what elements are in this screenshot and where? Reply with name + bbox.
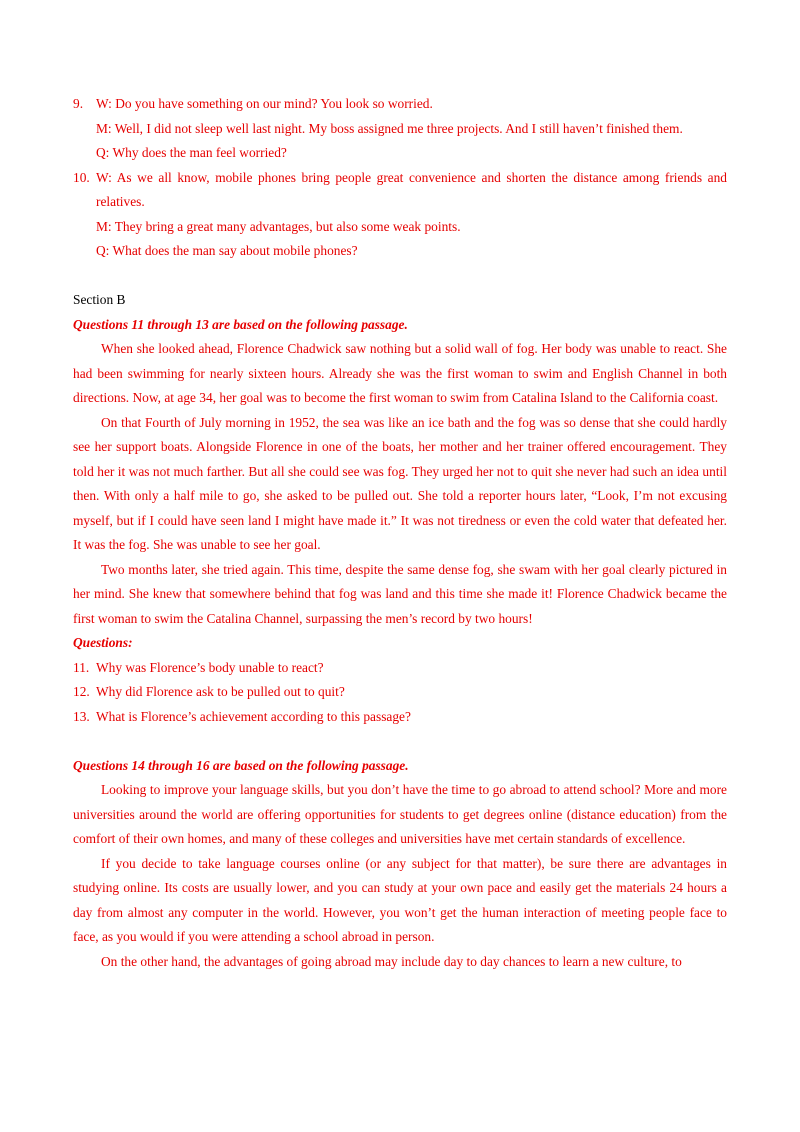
question-list <box>73 656 727 730</box>
dialogue-line: M: They bring a great many advantages, but also some weak points. <box>96 218 461 234</box>
passage-1-heading: Questions 11 through 13 are based on the following passage. <box>73 316 408 332</box>
passage-2-paragraph: Looking to improve your language skills, but you don’t have the time to go abroad to attend school? More and more universities around the world are offering opportunities for students to get degrees online (distance education) from the comfort of their own homes, and many of these colleges and universities have met certain standards of excellence. <box>73 782 727 846</box>
dialogue-question: Q: Why does the man feel worried? <box>96 145 287 160</box>
question-text: What is Florence’s achievement according to this passage? <box>96 708 411 724</box>
dialogue-9 <box>73 92 727 166</box>
dialogue-question: Q: What does the man say about mobile phones? <box>96 243 358 258</box>
question-item <box>73 656 727 681</box>
dialogue-number: 10. <box>73 169 90 185</box>
dialogue-number: 9. <box>73 96 84 111</box>
dialogue-line: W: As we all know, mobile phones bring people great convenience and shorten the distance among friends and relatives. <box>96 169 727 209</box>
section-b-title: Section B <box>73 292 126 307</box>
question-text: Why was Florence’s body unable to react? <box>96 659 324 675</box>
dialogue-line: M: Well, I did not sleep well last night. My boss assigned me three projects. And I still haven’t finished them. <box>96 120 683 136</box>
question-text: Why did Florence ask to be pulled out to quit? <box>96 684 345 699</box>
question-item <box>73 705 727 730</box>
spacer <box>73 729 727 754</box>
dialogue-10 <box>73 166 727 264</box>
question-number: 13. <box>73 708 90 724</box>
dialogue-line: W: Do you have something on our mind? You look so worried. <box>96 96 433 111</box>
question-item <box>73 680 727 705</box>
passage-2-paragraph: If you decide to take language courses online (or any subject for that matter), be sure there are advantages in studying online. Its costs are usually lower, and you can study at your own pace and easily get the materials 24 hours a day from almost any computer in the world. However, you won’t get the human interaction of meeting people face to face, as you would if you were attending a school abroad in person. <box>73 855 727 944</box>
passage-1-paragraph: Two months later, she tried again. This time, despite the same dense fog, she swam with her goal clearly pictured in her mind. She knew that somewhere behind that fog was land and this time she made it! Florence Chadwick became the first woman to swim the Catalina Channel, surpassing the men’s record by two hours! <box>73 561 727 626</box>
passage-1-paragraph: When she looked ahead, Florence Chadwick saw nothing but a solid wall of fog. Her body was unable to react. She had been swimming for nearly sixteen hours. Already she was the first woman to swim and English Channel in both directions. Now, at age 34, her goal was to become the first woman to swim from Catalina Island to the California coast. <box>73 341 727 405</box>
questions-label: Questions: <box>73 635 133 650</box>
passage-2-heading: Questions 14 through 16 are based on the following passage. <box>73 757 409 773</box>
question-number: 12. <box>73 684 90 699</box>
passage-2-paragraph: On the other hand, the advantages of going abroad may include day to day chances to learn a new culture, to <box>101 953 682 969</box>
document-page <box>73 92 727 974</box>
question-number: 11. <box>73 659 90 675</box>
passage-1-paragraph: On that Fourth of July morning in 1952, the sea was like an ice bath and the fog was so dense that she could hardly see her support boats. Alongside Florence in one of the boats, her mother and her trainer offered encouragement. They told her it was not much farther. But all she could see was fog. They urged her not to quit she never had such an idea until then. With only a half mile to go, she asked to be pulled out. She told a reporter hours later, “Look, I’m not excusing myself, but if I could have seen land I might have made it.” It was not tiredness or even the cold water that defeated her. It was the fog. She was unable to see her goal. <box>73 414 727 552</box>
